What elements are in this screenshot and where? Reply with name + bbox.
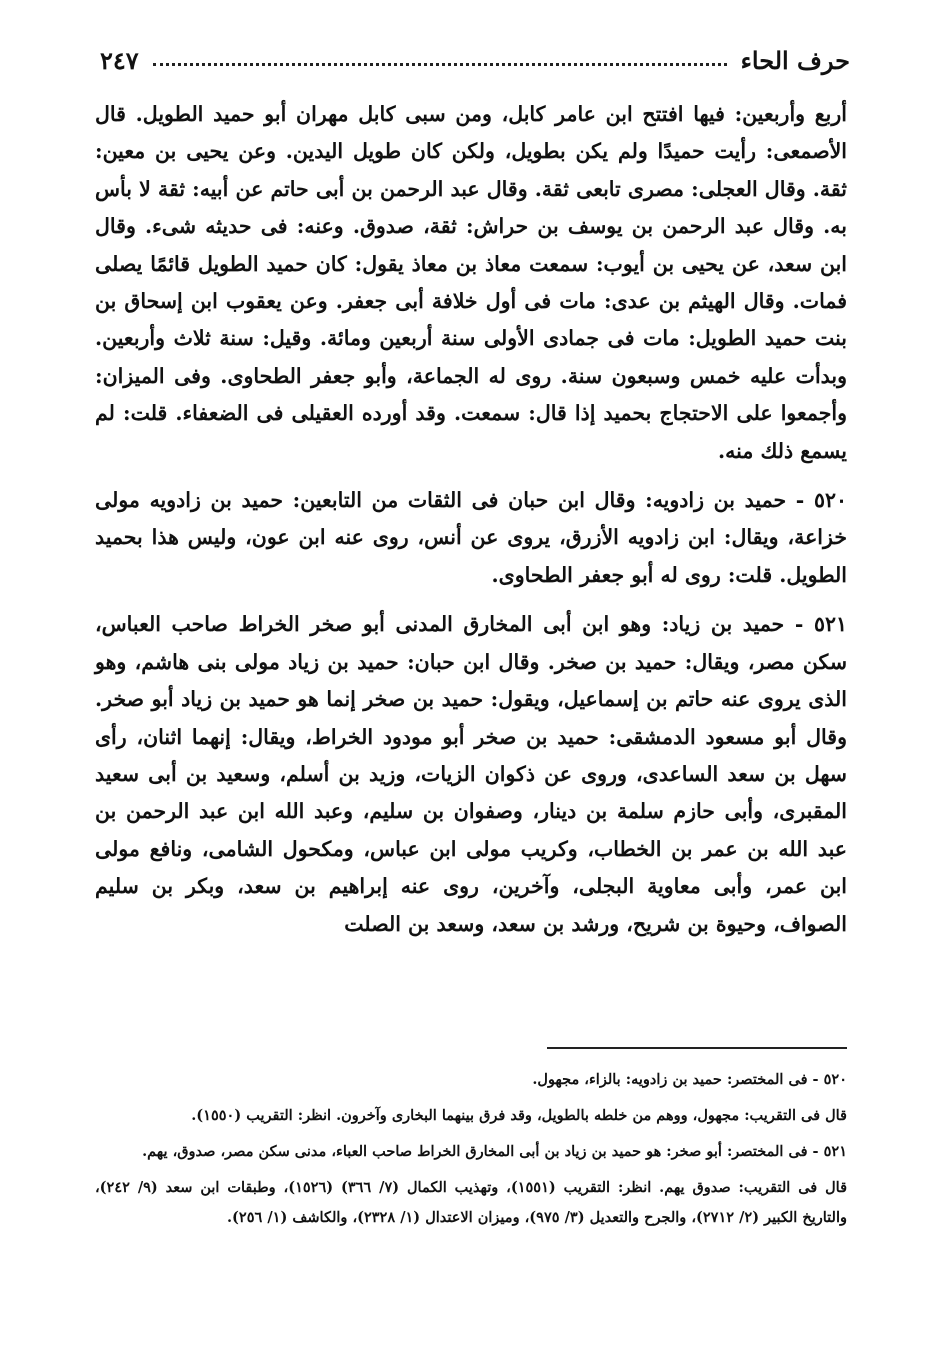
- chapter-title: حرف الحاء: [740, 45, 850, 75]
- running-header: [100, 40, 850, 80]
- main-text: [95, 96, 847, 955]
- footnote-520-detail: قال فى التقريب: مجهول، ووهم من خلطه بالطويل، وقد فرق بينهما البخارى وآخرون. انظر: التقريب (١٥٥٠).: [191, 1107, 847, 1124]
- footnotes: [95, 1065, 847, 1239]
- paragraph-continuation: أربع وأربعين: فيها افتتح ابن عامر كابل، ومن سبى كابل مهران أبو حميد الطويل. قال الأصمعى: رأيت حميدًا ولم يكن بطويل، ولكن كان طويل اليدين. وعن يحيى بن معين: ثقة. وقال العجلى: مصرى تابعى ثقة. وقال عبد الرحمن بن أبى حاتم عن أبيه: ثقة لا بأس به. وقال عبد الرحمن بن يوسف بن حراش: ثقة، صدوق. وعنه: فى حديثه شىء. وقال ابن سعد، عن يحيى بن أيوب: سمعت معاذ بن معاذ يقول: كان حميد الطويل قائمًا يصلى فمات. وقال الهيثم بن عدى: مات فى أول خلافة أبى جعفر. وعن يعقوب ابن إسحاق بن بنت حميد الطويل: مات فى جمادى الأولى سنة أربعين ومائة. وقيل: سنة ثلاث وأربعين. وبدأت عليه خمس وسبعون سنة. روى له الجماعة، وأبو جعفر الطحاوى. وفى الميزان: وأجمعوا على الاحتجاج بحميد إذا قال: سمعت. وقد أورده العقيلى فى الضعفاء. قلت: لم يسمع ذلك منه.: [95, 102, 847, 463]
- footnote-521-detail: قال فى التقريب: صدوق يهم. انظر: التقريب (١٥٥١)، وتهذيب الكمال (٧/ ٣٦٦) (١٥٢٦)، وطبقات ابن سعد (٩/ ٢٤٢)، والتاريخ الكبير (٢/ ٢٧١٢)، والجرح والتعديل (٣/ ٩٧٥)، وميزان الاعتدال (١/ ٢٣٢٨)، والكاشف (١/ ٢٥٦).: [95, 1179, 847, 1226]
- page-number: ٢٤٧: [100, 45, 139, 75]
- footnote-521: ٥٢١ - فى المختصر: أبو صخر: هو حميد بن زياد بن أبى المخارق الخراط صاحب العباء، مدنى سكن مصر، صدوق، يهم.: [142, 1143, 847, 1160]
- footnote-separator: [547, 1047, 847, 1049]
- entry-521: ٥٢١ - حميد بن زياد: وهو ابن أبى المخارق المدنى أبو صخر الخراط صاحب العباس، سكن مصر، ويقال: حميد بن صخر. وقال ابن حبان: حميد بن زياد مولى بنى هاشم، وهو الذى يروى عنه حاتم بن إسماعيل، ويقول: حميد بن صخر إنما هو حميد بن زياد أبو صخر. وقال أبو مسعود الدمشقى: حميد بن صخر أبو مودود الخراط، ويقال: إنهما اثنان، رأى سهل بن سعد الساعدى، وروى عن ذكوان الزيات، وزيد بن أسلم، وسعيد بن أبى سعيد المقبرى، وأبى حازم سلمة بن دينار، وصفوان بن سليم، وعبد الله ابن عبد الرحمن بن عبد الله بن عمر بن الخطاب، وكريب مولى ابن عباس، ومكحول الشامى، ونافع مولى ابن عمر، وأبى معاوية البجلى، وآخرين، روى عنه إبراهيم بن سعد، وبكر بن سليم الصواف، وحيوة بن شريح، ورشد بن سعد، وسعد بن الصلت: [95, 612, 847, 936]
- entry-520: ٥٢٠ - حميد بن زادويه: وقال ابن حبان فى الثقات من التابعين: حميد بن زادويه مولى خزاعة، ويقال: ابن زادويه الأزرق، يروى عن أنس، روى عنه ابن عون، وليس هذا بحميد الطويل. قلت: روى له أبو جعفر الطحاوى.: [95, 488, 847, 587]
- footnote-520: ٥٢٠ - فى المختصر: حميد بن زادويه: بالزاء، مجهول.: [532, 1071, 847, 1088]
- header-dot-leader: [153, 63, 727, 66]
